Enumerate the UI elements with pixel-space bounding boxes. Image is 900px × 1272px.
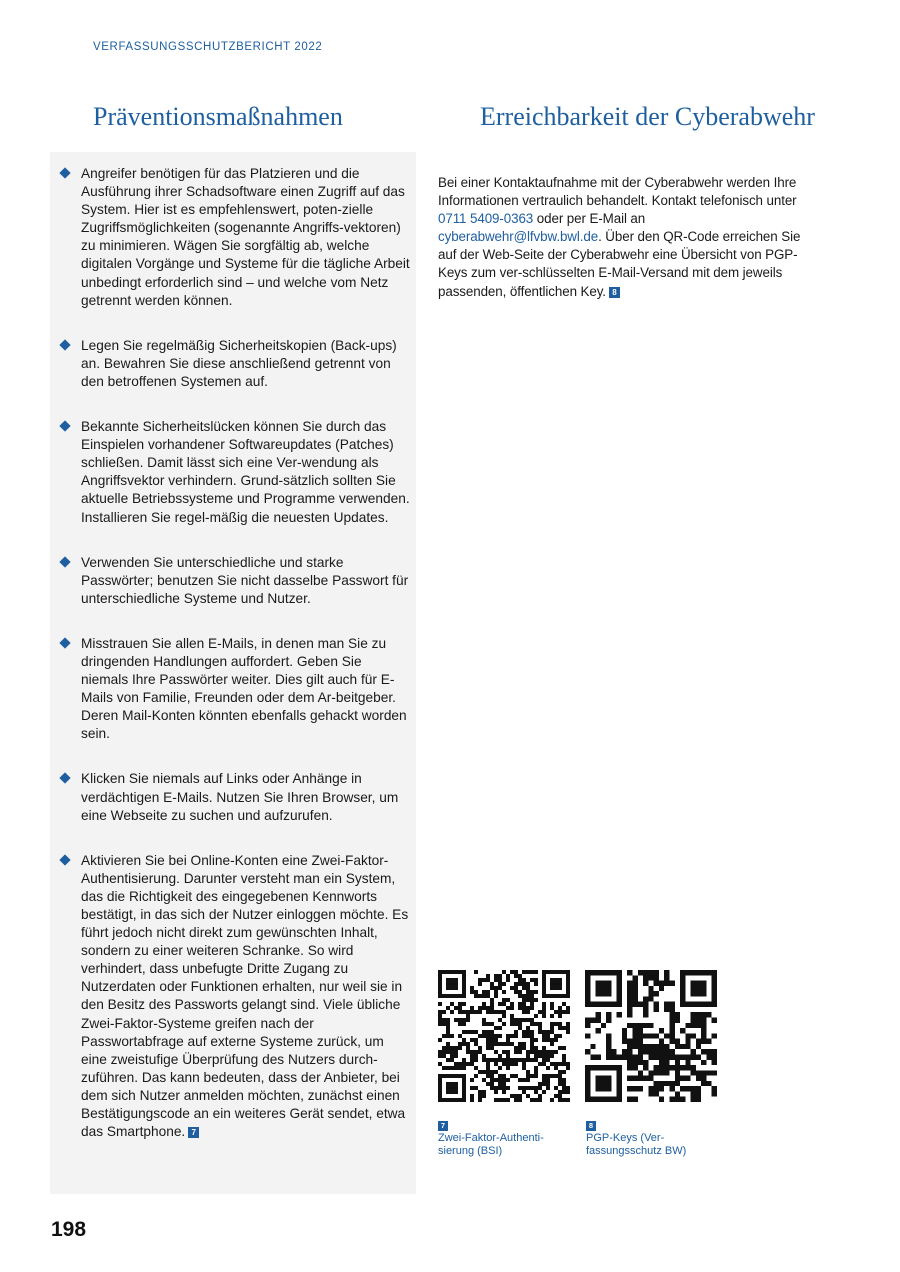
contact-paragraph: Bei einer Kontaktaufnahme mit der Cyberabwehr werden Ihre Informationen vertraulich behandelt. Kontakt telefonisch unter 0711 5409-0363 oder per E-Mail an cyberabwehr@lfvbw.bwl.de. Über den QR-Code erreichen Sie auf der Web-Seite der Cyberabwehr eine Übersicht von PGP-Keys zum ver-schlüsselten E-Mail-Versand mit dem jeweils passenden, öffentlichen Key. 8 bbox=[438, 175, 801, 299]
diamond-bullet-icon bbox=[59, 339, 70, 350]
footnote-marker[interactable]: 7 bbox=[188, 1127, 199, 1138]
diamond-bullet-icon bbox=[59, 167, 70, 178]
prevention-heading: Präventionsmaßnahmen bbox=[93, 102, 343, 131]
list-item: Aktivieren Sie bei Online-Konten eine Zwei-Faktor-Authentisierung. Darunter versteht man ein System, das die Richtigkeit des eingegebenen Kennworts bestätigt, in das sich der Nutzer einloggen möchte. Es führt jedoch nicht direkt zum gewünschten Inhalt, sondern zu einer weiteren Schranke. So wird verhindert, dass unbefugte Dritte Zugang zu Nutzerdaten oder Funktionen erhalten, nur weil sie in den Besitz des Passworts gelangt sind. Viele übliche Zwei-Faktor-Systeme greifen nach der Passwortabfrage auf externe Systeme zurück, um eine zweistufige Überprüfung des Nutzers durch-zuführen. Das kann bedeuten, dass der Anbieter, bei dem sich Nutzer anmelden möchten, zunächst einen Bestätigungscode an ein weiteres Gerät sendet, etwa das Smartphone. 7 bbox=[60, 852, 410, 1142]
list-item: Legen Sie regelmäßig Sicherheitskopien (Back-ups) an. Bewahren Sie diese anschließend getrennt von den betroffenen Systemen auf. bbox=[60, 337, 410, 391]
list-item: Klicken Sie niemals auf Links oder Anhänge in verdächtigen E-Mails. Nutzen Sie Ihren Browser, um eine Webseite zu suchen und aufzurufen. bbox=[60, 770, 410, 824]
footnote-marker[interactable]: 8 bbox=[609, 287, 620, 298]
phone-link[interactable]: 0711 5409-0363 bbox=[438, 211, 534, 227]
cyberdefense-heading: Erreichbarkeit der Cyberabwehr bbox=[480, 102, 815, 131]
running-header: VERFASSUNGSSCHUTZBERICHT 2022 bbox=[93, 41, 323, 53]
qr-code-icon[interactable] bbox=[438, 970, 570, 1102]
footnote-marker: 8 bbox=[586, 1121, 596, 1131]
page-number: 198 bbox=[51, 1218, 87, 1241]
list-item: Misstrauen Sie allen E-Mails, in denen man Sie zu dringenden Handlungen auffordert. Geben Sie niemals Ihre Passwörter weiter. Dies gilt auch für E-Mails von Familie, Freunden oder dem Ar-beitgeber. Deren Mail-Konten könnten ebenfalls gehackt worden sein. bbox=[60, 635, 410, 744]
diamond-bullet-icon bbox=[59, 773, 70, 784]
footnote-marker: 7 bbox=[438, 1121, 448, 1131]
qr-code-icon[interactable] bbox=[585, 970, 717, 1102]
list-item: Bekannte Sicherheitslücken können Sie durch das Einspielen vorhandener Softwareupdates (Patches) schließen. Damit lässt sich eine Ver-wendung als Angriffsvektor verhindern. Grund-sätzlich sollten Sie aktuelle Betriebssysteme und Programme verwenden. Installieren Sie regel-mäßig die neuesten Updates. bbox=[60, 418, 410, 527]
qr-caption[interactable]: 7Zwei-Faktor-Authenti-sierung (BSI) bbox=[438, 1121, 544, 1157]
email-link[interactable]: cyberabwehr@lfvbw.bwl.de bbox=[438, 229, 599, 245]
list-item: Verwenden Sie unterschiedliche und starke Passwörter; benutzen Sie nicht dasselbe Passwort für unterschiedliche Systeme und Nutzer. bbox=[60, 554, 410, 608]
prevention-list bbox=[60, 165, 410, 1168]
diamond-bullet-icon bbox=[59, 854, 70, 865]
diamond-bullet-icon bbox=[59, 420, 70, 431]
qr-caption[interactable]: 8PGP-Keys (Ver-fassungsschutz BW) bbox=[586, 1121, 687, 1157]
list-item: Angreifer benötigen für das Platzieren und die Ausführung ihrer Schadsoftware einen Zugriff auf das System. Hier ist es empfehlenswert, poten-zielle Zugriffsmöglichkeiten (sogenannte Angriffs-vektoren) zu minimieren. Wägen Sie sorgfältig ab, welche digitalen Vorgänge und Systeme für die tägliche Arbeit unbedingt erforderlich sind – und welche vom Netz getrennt werden können. bbox=[60, 165, 410, 310]
diamond-bullet-icon bbox=[59, 556, 70, 567]
diamond-bullet-icon bbox=[59, 637, 70, 648]
